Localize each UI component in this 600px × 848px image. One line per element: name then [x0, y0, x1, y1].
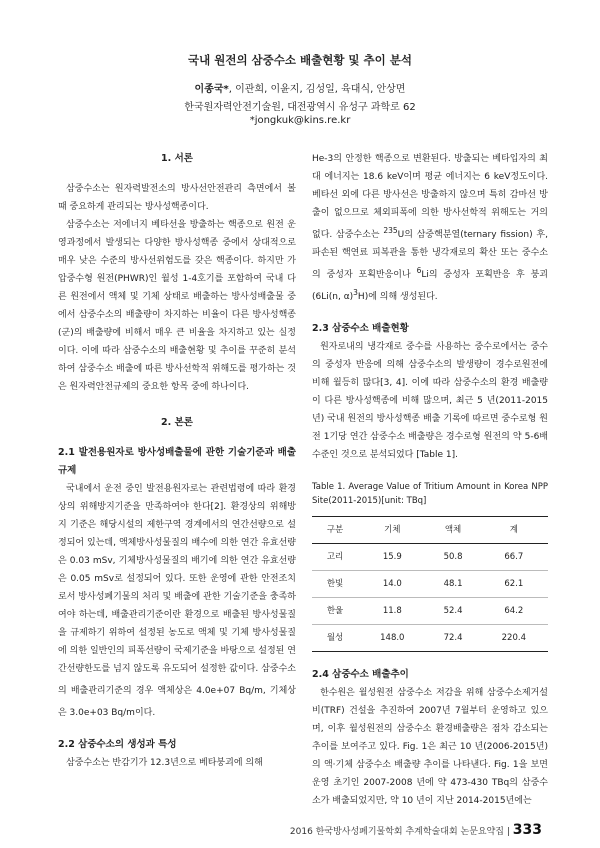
section-heading-intro: 1. 서론: [161, 153, 193, 164]
table-header-cell: 구분: [312, 517, 358, 544]
footer-text: 2016 한국방사성폐기물학회 추계학술대회 논문요약집 |: [289, 827, 510, 837]
section-heading-body: 2. 본론: [161, 417, 193, 428]
table-row: [312, 625, 548, 652]
table-cell: 11.8: [358, 598, 426, 625]
table-header-cell: 액체: [426, 517, 479, 544]
table-cell: 50.8: [426, 544, 479, 571]
table-header-cell: 계: [480, 517, 548, 544]
table-cell: 62.1: [480, 571, 548, 598]
table-cell: 한빛: [312, 571, 358, 598]
table-cell: 월성: [312, 625, 358, 652]
email: *jongkuk@kins.re.kr: [249, 115, 351, 126]
table-cell: 48.1: [426, 571, 479, 598]
subsection-heading-2-2: 2.2 삼중수소의 생성과 특성: [58, 739, 177, 750]
table-row: [312, 571, 548, 598]
affiliation: 한국원자력안전기술원, 대전광역시 유성구 과학로 62: [184, 102, 416, 113]
paragraph-2-2-start: 삼중수소는 반감기가 12.3년으로 베타붕괴에 의해: [66, 758, 263, 768]
table-cell: 고리: [312, 544, 358, 571]
tritium-table: [312, 516, 548, 652]
subsection-heading-2-4: 2.4 삼중수소 배출추이: [312, 669, 409, 680]
table-cell: 52.4: [426, 598, 479, 625]
table-cell: 148.0: [358, 625, 426, 652]
table-row: [312, 544, 548, 571]
co-authors: , 이관희, 이윤지, 김성일, 육대식, 안상면: [228, 84, 406, 95]
author-list: [0, 80, 600, 95]
table-cell: 14.0: [358, 571, 426, 598]
lead-author: 이종국: [194, 84, 224, 95]
subsection-heading-2-3: 2.3 삼중수소 배출현황: [312, 323, 409, 334]
corresponding-mark: *: [223, 84, 229, 95]
table-header-cell: 기체: [358, 517, 426, 544]
paragraph-2-1: 국내에서 운전 중인 발전용원자로는 관련법령에 따라 환경상의 위해방지기준을 만족하여야 한다[2]. 환경상의 위해방지 기준은 해당시설의 제한구역 경계에서의 연간선량으로 설정되어 있는데, 액체방사성물질의 배수에 의한 연간 유효선량은 0.03 mSv, 기체방사성물질의 배기에 의한 연간 유효선량은 0.05 mSv로 설정되어 있다. 또한 운영에 관한 안전조치로서 방사성폐기물의 처리 및 배출에 관한 기술기준을 충족하여야 하는데, 배출관리기준이란 환경으로 배출된 방사성물질을 규제하기 위하여 설정된 농도로 액체 및 기체 방사성물질에 의한 일반인의 피폭선량이 국제기준을 바탕으로 설정된 연간선량한도를 넘지 않도록 유도되어 설정한 값이다. 삼중수소의 배출관리기준의 경우 액체상은 4.0e+07 Bq/m, 기체상은 3.0e+03 Bq/m이다.: [58, 484, 296, 718]
page-footer: [290, 822, 542, 838]
table-header-row: [312, 517, 548, 544]
table-cell: 72.4: [426, 625, 479, 652]
page-number: 333: [512, 822, 542, 838]
table-cell: 15.9: [358, 544, 426, 571]
paragraph-2-3: 원자로내의 냉각재로 중수를 사용하는 중수로에서는 중수의 중성자 반응에 의해 삼중수소의 발생량이 경수로원전에 비해 월등히 많다[3, 4]. 이에 따라 삼중수소의 환경 배출량이 다른 방사성핵종에 비해 많으며, 최근 5 년(2011-2015년) 국내 원전의 방사성핵종 배출 기록에 따르면 중수로형 원전 1기당 연간 삼중수소 배출량은 경수로형 원전의 약 5-6배 수준인 것으로 분석되었다 [Table 1].: [312, 342, 548, 460]
table-cell: 66.7: [480, 544, 548, 571]
paragraph-2-2-cont: He-3의 안정한 핵종으로 변환된다. 방출되는 베타입자의 최대 에너지는 18.6 keV이며 평균 에너지는 6 keV정도이다. 베타선 외에 다른 방사선은 방출하지 않으며 특히 감마선 방출이 없으므로 체외피폭에 의한 방사선학적 위해도는 거의 없다. 삼중수소는 $^{235}$U의 삼중핵분열(ternary fission) 후, 파손된 핵연료 피복관을 통한 냉각재로의 확산 또는 중수소의 중성자 포획반응이나 $^6$Li의 중성자 포획반응 후 붕괴(6Li(n, α)$^3$H)에 의해 생성된다.: [312, 154, 549, 302]
table-cell: 64.2: [480, 598, 548, 625]
table-cell: 220.4: [480, 625, 548, 652]
right-column: [312, 150, 548, 810]
left-column: [58, 146, 296, 772]
table-row: [312, 598, 548, 625]
intro-paragraph-2: 삼중수소는 저에너지 베타선을 방출하는 핵종으로 원전 운영과정에서 발생되는 다양한 방사성핵종 중에서 상대적으로 매우 낮은 수준의 방사선위험도를 갖은 핵종이다. 하지만 가압중수형 원전(PHWR)인 월성 1-4호기를 포함하여 국내 다른 원전에서 액체 및 기체 상태로 배출하는 방사성배출물 중에서 삼중수소의 배출량이 차지하는 비율이 다른 방사성핵종(군)의 배출량에 비해서 매우 큰 비율을 차지하고 있는 실정이다. 이에 따라 삼중수소의 배출현황 및 추이를 꾸준히 분석하여 삼중수소 배출에 따른 방사선학적 위해도를 평가하는 것은 원자력안전규제의 중요한 항목 중에 하나이다.: [58, 220, 296, 392]
intro-paragraph-1: 삼중수소는 원자력발전소의 방사선안전관리 측면에서 볼 때 중요하게 관리되는 방사성핵종이다.: [58, 184, 296, 212]
subsection-heading-2-1: 2.1 발전용원자로 방사성배출물에 관한 기술기준과 배출규제: [58, 447, 296, 476]
paper-title: 국내 원전의 삼중수소 배출현황 및 추이 분석: [188, 53, 412, 67]
table-caption: Table 1. Average Value of Tritium Amount in Korea NPP Site(2011-2015)[unit: TBq]: [312, 482, 548, 506]
paragraph-2-4: 한수원은 월성원전 삼중수소 저감을 위해 삼중수소제거설비(TRF) 건설을 추진하여 2007년 7월부터 운영하고 있으며, 이후 월성원전의 삼중수소 환경배출량은 점차 감소되는 추이를 보여주고 있다. Fig. 1은 최근 10 년(2006-2015년)의 액·기체 삼중수소 배출량 추이를 나타낸다. Fig. 1을 보면 운영 초기인 2007-2008 년에 약 473-430 TBq의 삼중수소가 배출되었지만, 약 10 년이 지난 2014-2015년에는: [312, 688, 548, 806]
table-cell: 한울: [312, 598, 358, 625]
